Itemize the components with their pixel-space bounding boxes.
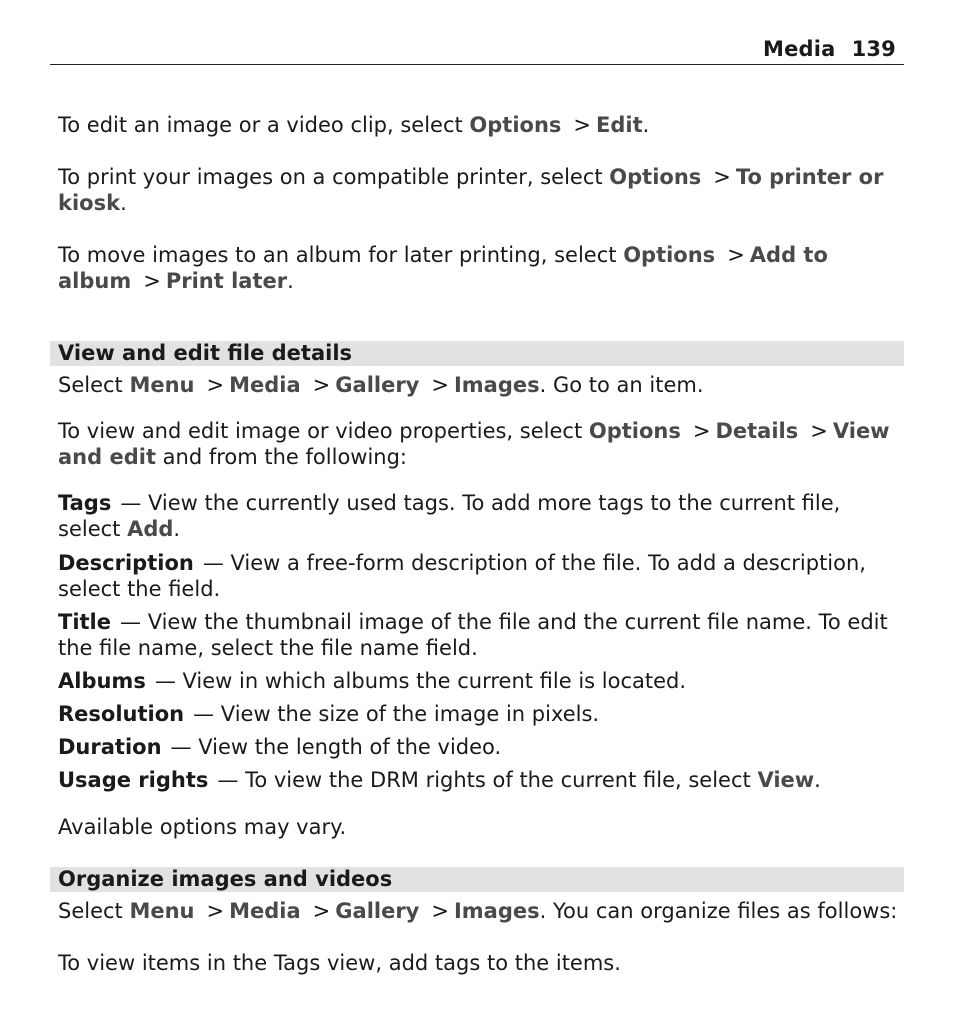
details-label: Details [715,419,799,443]
separator: > [810,419,828,443]
gallery-label: Gallery [335,373,420,397]
section-heading-view-edit [50,341,904,366]
props-text: To view and edit image or video properties, select [58,419,589,443]
print-text: To print your images on a compatible printer, select [58,165,610,189]
media-label: Media [229,373,301,397]
definition-usage-rights [58,767,904,793]
path-end: . You can organize files as follows: [539,899,898,923]
definition-text: To view the DRM rights of the current file, select [238,768,758,792]
images-label: Images [453,899,540,923]
definition-text: View the currently used tags. To add more tags to the current file, select [58,491,841,541]
edit-text: To edit an image or a video clip, select [58,113,470,137]
separator: > [312,373,331,397]
view-and-edit-label: View and edit [58,419,890,469]
separator: > [431,373,449,397]
separator: > [143,269,161,293]
tags-view-paragraph: To view items in the Tags view, add tags to the items. [58,951,621,975]
print-paragraph [58,164,904,216]
definition-text: View the size of the image in pixels. [214,702,600,726]
separator: > [713,165,731,189]
term: Tags [58,491,112,515]
page-number: 139 [851,37,896,61]
term: Description [58,551,194,575]
separator: > [573,113,592,137]
em-dash: — [202,551,224,575]
term: Albums [58,669,146,693]
images-label: Images [453,373,540,397]
em-dash: — [120,610,142,634]
term: Title [58,610,112,634]
period: . [642,113,650,137]
add-to-album-label: Add to album [58,243,828,293]
definition-text: View a free-form description of the file. To add a description, select the field. [58,551,866,601]
definition-title [58,609,904,661]
album-paragraph [58,242,904,294]
em-dash: — [217,768,239,792]
period: . [287,269,294,293]
section-title: Organize images and videos [58,867,393,891]
view-label: View [757,768,815,792]
gallery-label: Gallery [335,899,420,923]
definition-text: View the length of the video. [191,735,502,759]
menu-label: Menu [129,899,195,923]
section-heading-organize [50,867,904,892]
definition-description [58,550,904,602]
definition-duration [58,734,904,760]
menu-label: Menu [129,373,195,397]
options-label: Options [623,243,716,267]
section-title: View and edit file details [58,341,353,365]
gallery-path-1 [58,372,904,398]
edit-label: Edit [596,113,643,137]
definition-text: View the thumbnail image of the file and the current file name. To edit the file name, select the file name field. [58,610,888,660]
definition-resolution [58,701,904,727]
running-header [763,37,896,61]
path-end: . Go to an item. [539,373,704,397]
props-end: and from the following: [155,445,408,469]
period: . [120,191,127,215]
em-dash: — [170,735,192,759]
add-label: Add [127,517,174,541]
term: Usage rights [58,768,209,792]
separator: > [206,373,225,397]
gallery-path-2 [58,898,904,924]
options-label: Options [469,113,562,137]
em-dash: — [154,669,176,693]
separator: > [727,243,745,267]
options-label: Options [609,165,702,189]
album-text: To move images to an album for later printing, select [58,243,624,267]
definition-tags [58,490,904,542]
period: . [814,768,821,792]
availability-note: Available options may vary. [58,815,347,839]
edit-paragraph [58,112,904,138]
options-label: Options [588,419,681,443]
period: . [173,517,181,541]
separator: > [431,899,449,923]
term: Resolution [58,702,185,726]
term: Duration [58,735,162,759]
to-printer-label: To printer or kiosk [58,165,884,215]
definition-albums [58,668,904,694]
em-dash: — [120,491,142,515]
em-dash: — [193,702,215,726]
separator: > [206,899,225,923]
print-later-label: Print later [165,269,288,293]
header-section: Media [763,37,836,61]
separator: > [692,419,711,443]
properties-paragraph [58,418,904,470]
path-text: Select [58,373,130,397]
separator: > [312,899,331,923]
path-text: Select [58,899,130,923]
definition-text: View in which albums the current file is located. [175,669,687,693]
header-rule [50,64,904,65]
media-label: Media [229,899,301,923]
